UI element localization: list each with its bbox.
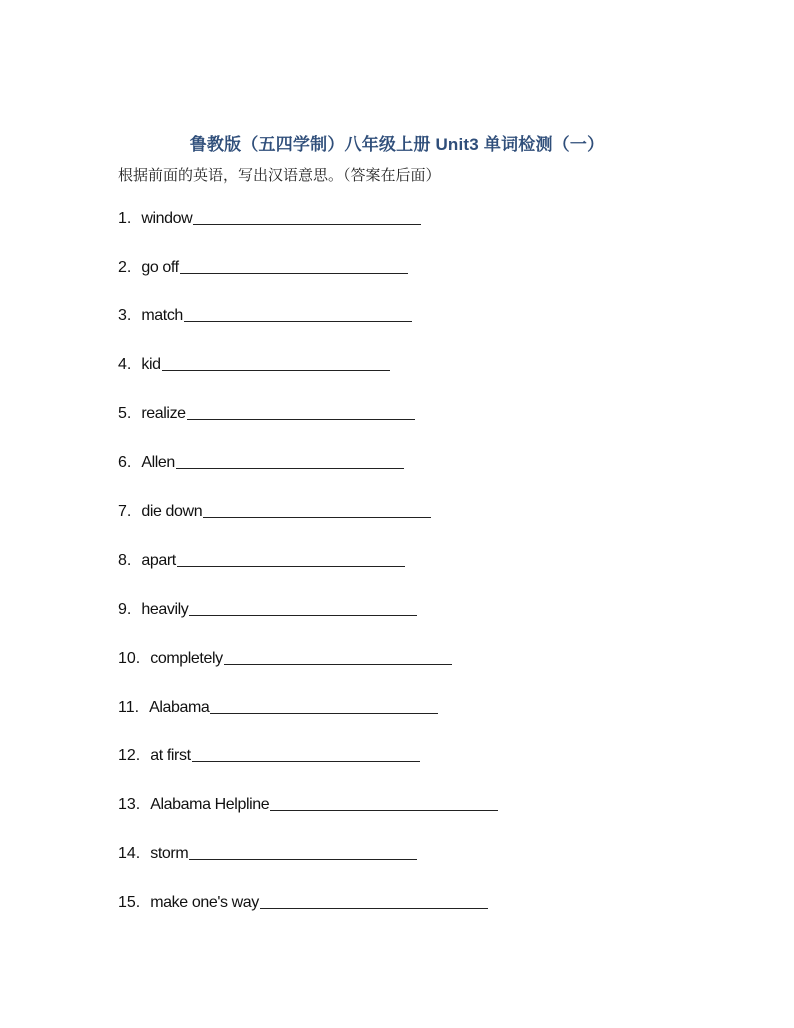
item-number: 8. <box>118 552 132 569</box>
item-number: 10. <box>118 650 141 667</box>
list-item <box>118 450 404 472</box>
answer-blank[interactable] <box>270 809 498 811</box>
item-word: Alabama <box>149 699 210 716</box>
list-item <box>118 695 438 717</box>
answer-blank[interactable] <box>180 272 408 274</box>
item-number: 1. <box>118 210 132 227</box>
item-word: completely <box>150 650 223 667</box>
list-item <box>118 499 431 521</box>
item-number: 7. <box>118 503 132 520</box>
item-number: 12. <box>118 747 141 764</box>
answer-blank[interactable] <box>177 565 405 567</box>
item-word: storm <box>150 845 189 862</box>
list-item <box>118 646 452 668</box>
answer-blank[interactable] <box>187 418 415 420</box>
item-word: kid <box>141 356 161 373</box>
item-number: 14. <box>118 845 141 862</box>
list-item <box>118 792 498 814</box>
item-word: go off <box>141 259 179 276</box>
item-word: realize <box>141 405 186 422</box>
item-number: 6. <box>118 454 132 471</box>
answer-blank[interactable] <box>189 614 417 616</box>
item-word: apart <box>141 552 176 569</box>
item-word: Allen <box>141 454 175 471</box>
list-item <box>118 255 408 277</box>
item-number: 9. <box>118 601 132 618</box>
item-number: 15. <box>118 894 141 911</box>
item-number: 3. <box>118 307 132 324</box>
answer-blank[interactable] <box>176 467 404 469</box>
item-number: 2. <box>118 259 132 276</box>
answer-blank[interactable] <box>260 907 488 909</box>
list-item <box>118 841 417 863</box>
answer-blank[interactable] <box>192 760 420 762</box>
list-item <box>118 743 420 765</box>
item-number: 4. <box>118 356 132 373</box>
item-number: 13. <box>118 796 141 813</box>
instruction-text: 根据前面的英语，写出汉语意思。（答案在后面） <box>118 167 441 184</box>
list-item <box>118 303 412 325</box>
item-word: match <box>141 307 183 324</box>
page-title: 鲁教版（五四学制）八年级上册 Unit3 单词检测（一） <box>189 135 605 154</box>
list-item <box>118 352 390 374</box>
item-word: window <box>141 210 193 227</box>
answer-blank[interactable] <box>162 369 390 371</box>
answer-blank[interactable] <box>203 516 431 518</box>
item-word: make one's way <box>150 894 259 911</box>
list-item <box>118 548 405 570</box>
item-number: 5. <box>118 405 132 422</box>
list-item <box>118 890 488 912</box>
answer-blank[interactable] <box>189 858 417 860</box>
item-word: at first <box>150 747 191 764</box>
list-item <box>118 401 415 423</box>
answer-blank[interactable] <box>224 663 452 665</box>
answer-blank[interactable] <box>184 320 412 322</box>
answer-blank[interactable] <box>193 223 421 225</box>
item-word: Alabama Helpline <box>150 796 270 813</box>
answer-blank[interactable] <box>210 712 438 714</box>
list-item <box>118 206 421 228</box>
list-item <box>118 597 417 619</box>
item-number: 11. <box>118 699 140 716</box>
item-word: die down <box>141 503 203 520</box>
item-word: heavily <box>141 601 189 618</box>
